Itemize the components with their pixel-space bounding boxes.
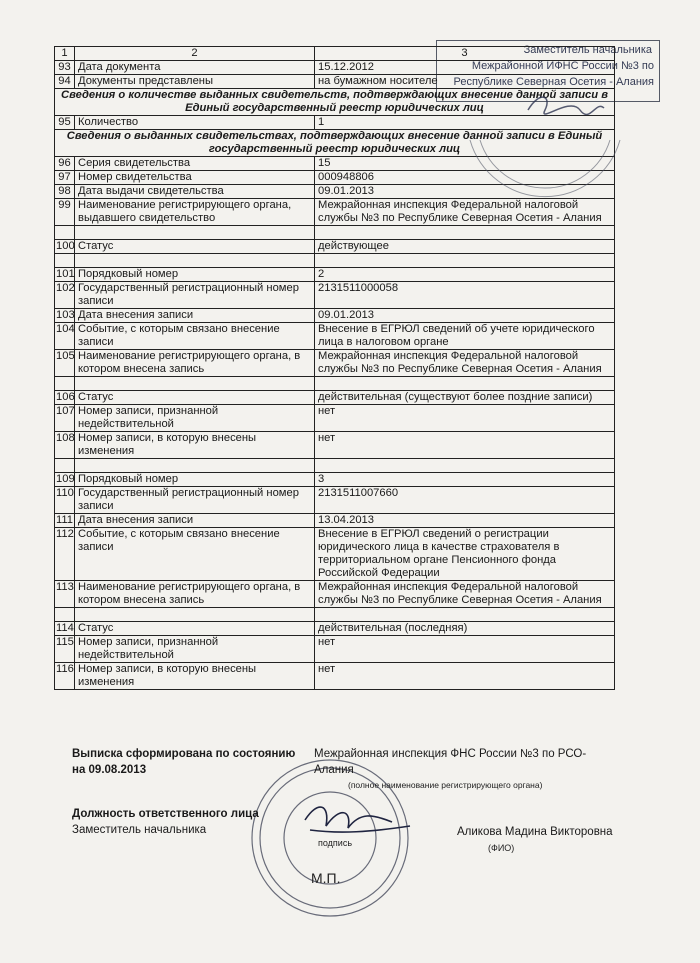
header-col-2: 2: [75, 47, 315, 61]
row-value: 09.01.2013: [315, 185, 615, 199]
row-value: 15: [315, 157, 615, 171]
row-number: 93: [55, 61, 75, 75]
row-number: 109: [56, 473, 75, 485]
row-label: Номер записи, признанной недействительной: [75, 405, 315, 432]
table-row: [55, 514, 615, 528]
row-value: на бумажном носителе: [315, 75, 615, 89]
section-title: Сведения о количестве выданных свидетельств, подтверждающих внесение данной записи в Единый государственный реестр юридических лиц: [55, 89, 615, 116]
row-value: Внесение в ЕГРЮЛ сведений о регистрации юридического лица в качестве страхователя в территориальном органе Пенсионного фонда Российской Федерации: [315, 528, 615, 581]
register-table: [54, 46, 615, 690]
row-number: 113: [55, 581, 75, 608]
row-value: 13.04.2013: [315, 514, 615, 528]
row-label: Государственный регистрационный номер записи: [75, 282, 315, 309]
seal-place-label: М.П.: [311, 870, 341, 886]
row-label: Номер записи, в которую внесены изменения: [75, 432, 315, 459]
section-title: Сведения о выданных свидетельствах, подтверждающих внесение данной записи в Единый государственный реестр юридических лиц: [55, 130, 615, 157]
row-number: 104: [55, 323, 75, 350]
row-value: действующее: [315, 240, 615, 254]
row-number: 108: [55, 432, 75, 459]
row-label: Наименование регистрирующего органа, выдавшего свидетельство: [75, 199, 315, 226]
table-row: [55, 432, 615, 459]
extract-date-value: на 09.08.2013: [72, 764, 147, 776]
row-value: 3: [315, 473, 615, 487]
stamp-line-1: Заместитель начальника: [523, 44, 652, 56]
responsible-position-title: Должность ответственного лица: [72, 808, 259, 820]
row-label: Наименование регистрирующего органа, в котором внесена запись: [75, 350, 315, 377]
row-label: Статус: [75, 391, 315, 405]
row-label: Статус: [75, 240, 315, 254]
table-row: [55, 116, 615, 130]
responsible-person-name: Аликова Мадина Викторовна: [457, 826, 613, 838]
authority-name-line-2: Алания: [314, 764, 354, 776]
table-row: [55, 171, 615, 185]
row-number: 103: [56, 309, 75, 321]
row-value: нет: [315, 432, 615, 459]
row-value: нет: [315, 636, 615, 663]
row-label: Порядковый номер: [75, 473, 315, 487]
row-number: 116: [55, 663, 75, 690]
header-col-1: 1: [55, 47, 75, 61]
table-row: [55, 323, 615, 350]
row-value: 09.01.2013: [315, 309, 615, 323]
responsible-position-value: Заместитель начальника: [72, 824, 207, 836]
row-label: Наименование регистрирующего органа, в котором внесена запись: [75, 581, 315, 608]
row-label: Документы представлены: [75, 75, 315, 89]
row-number: 98: [55, 185, 75, 199]
row-value: Межрайонная инспекция Федеральной налоговой службы №3 по Республике Северная Осетия - Алания: [315, 350, 615, 377]
table-row: [55, 350, 615, 377]
row-number: 106: [56, 391, 75, 403]
table-row: [55, 268, 615, 282]
row-number: 99: [55, 199, 75, 226]
row-value: нет: [315, 405, 615, 432]
row-value: 2: [315, 268, 615, 282]
row-label: Номер записи, признанной недействительной: [75, 636, 315, 663]
table-row: [55, 157, 615, 171]
table-row: [55, 581, 615, 608]
table-row: [55, 473, 615, 487]
table-row: [55, 528, 615, 581]
row-value: 1: [315, 116, 615, 130]
row-number: 100: [56, 240, 75, 252]
row-number: 101: [56, 268, 75, 280]
authority-note: (полное наименование регистрирующего органа): [348, 780, 543, 790]
row-label: Событие, с которым связано внесение записи: [75, 323, 315, 350]
table-row: [55, 309, 615, 323]
table-row: [55, 487, 615, 514]
row-value: 2131511007660: [315, 487, 615, 514]
stamp-line-2: Межрайонной ИФНС России №3 по: [471, 60, 654, 72]
row-number: 96: [55, 157, 75, 171]
extract-date-label: Выписка сформирована по состоянию: [72, 748, 296, 760]
signature-label: подпись: [318, 838, 353, 848]
table-row: [55, 61, 615, 75]
row-value: 000948806: [315, 171, 615, 185]
row-value: Межрайонная инспекция Федеральной налоговой службы №3 по Республике Северная Осетия - Алания: [315, 199, 615, 226]
spacer-row: [55, 459, 615, 473]
signature-bottom-icon: [305, 807, 410, 832]
row-number: 102: [55, 282, 75, 309]
row-number: 110: [55, 487, 75, 514]
row-label: Номер записи, в которую внесены изменения: [75, 663, 315, 690]
row-label: Статус: [75, 622, 315, 636]
row-label: Дата выдачи свидетельства: [75, 185, 315, 199]
row-label: Дата документа: [75, 61, 315, 75]
row-number: 107: [55, 405, 75, 432]
row-label: Порядковый номер: [75, 268, 315, 282]
table-header-row: [55, 47, 615, 61]
table-row: [55, 282, 615, 309]
row-value: Межрайонная инспекция Федеральной налоговой службы №3 по Республике Северная Осетия - Алания: [315, 581, 615, 608]
header-col-3: 3: [315, 47, 615, 61]
spacer-row: [55, 608, 615, 622]
row-value: 15.12.2012: [315, 61, 615, 75]
row-label: Количество: [75, 116, 315, 130]
fio-label: (ФИО): [488, 843, 515, 853]
section-header-row: [55, 89, 615, 116]
row-number: 115: [55, 636, 75, 663]
spacer-row: [55, 377, 615, 391]
section-header-row: [55, 130, 615, 157]
table-row: [55, 199, 615, 226]
row-label: Дата внесения записи: [75, 309, 315, 323]
row-label: Номер свидетельства: [75, 171, 315, 185]
row-value: нет: [315, 663, 615, 690]
row-label: Дата внесения записи: [75, 514, 315, 528]
spacer-row: [55, 254, 615, 268]
table-row: [55, 663, 615, 690]
row-label: Событие, с которым связано внесение записи: [75, 528, 315, 581]
row-number: 105: [55, 350, 75, 377]
row-number: 111: [56, 514, 74, 526]
row-label: Серия свидетельства: [75, 157, 315, 171]
table-row: [55, 391, 615, 405]
row-number: 112: [55, 528, 75, 581]
table-row: [55, 75, 615, 89]
row-number: 95: [55, 116, 75, 130]
spacer-row: [55, 226, 615, 240]
stamp-line-3: Республике Северная Осетия - Алания: [453, 76, 654, 88]
table-row: [55, 622, 615, 636]
row-value: действительная (существуют более поздние записи): [315, 391, 615, 405]
table-row: [55, 240, 615, 254]
table-row: [55, 185, 615, 199]
row-number: 97: [55, 171, 75, 185]
row-value: 2131511000058: [315, 282, 615, 309]
row-label: Государственный регистрационный номер записи: [75, 487, 315, 514]
table-row: [55, 636, 615, 663]
table-row: [55, 405, 615, 432]
row-value: Внесение в ЕГРЮЛ сведений об учете юридического лица в налоговом органе: [315, 323, 615, 350]
authority-name-line-1: Межрайонная инспекция ФНС России №3 по РСО-: [314, 748, 587, 760]
row-number: 94: [55, 75, 75, 89]
row-number: 114: [56, 622, 74, 634]
row-value: действительная (последняя): [315, 622, 615, 636]
